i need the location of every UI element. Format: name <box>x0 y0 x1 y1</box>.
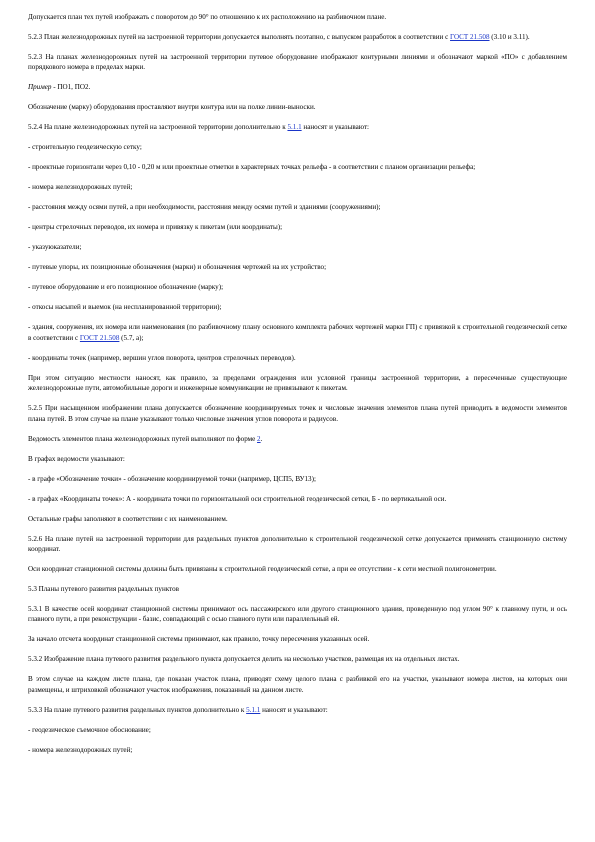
reference-link[interactable]: 5.1.1 <box>287 123 302 132</box>
reference-link[interactable]: ГОСТ 21.508 <box>79 333 120 342</box>
paragraph: За начало отсчета координат станционной системы принимают, как правило, точку пересечения указанных осей. <box>28 635 370 644</box>
paragraph <box>28 434 567 444</box>
reference-link[interactable]: 5.1.1 <box>246 705 261 714</box>
paragraph-text: 5.2.4 На плане железнодорожных путей на застроенной территории дополнительно к <box>28 123 288 132</box>
reference-link[interactable]: 2 <box>257 434 261 443</box>
paragraph-text: 5.3.3 На плане путевого развития раздельных пунктов дополнительно к <box>28 705 247 714</box>
paragraph-spacer <box>28 73 567 83</box>
paragraph-text: - здания, сооружения, их номера или наименования (по разбивочному плану основного комплекта рабочих чертежей марки ГП) с привязкой к строительной геодезической сетке в соответствии с <box>28 323 567 342</box>
paragraph-spacer <box>28 665 567 675</box>
paragraph-spacer <box>28 594 567 604</box>
paragraph: В графах ведомости указывают: <box>28 454 125 463</box>
paragraph-spacer <box>28 93 567 103</box>
paragraph: - путевое оборудование и его позиционное обозначение (марку); <box>28 283 224 292</box>
paragraph-spacer <box>28 343 567 353</box>
paragraph: - номера железнодорожных путей; <box>28 745 133 754</box>
paragraph: - в графах «Координаты точек»: А - координата точки по горизонтальной оси строительной геодезической сетки, Б - по вертикальной оси. <box>28 494 447 503</box>
paragraph: 5.3 Планы путевого развития раздельных пунктов <box>28 585 180 594</box>
paragraph <box>28 322 567 343</box>
paragraph <box>28 122 567 132</box>
paragraph: - строительную геодезическую сетку; <box>28 143 142 152</box>
paragraph: Обозначение (марку) оборудования проставляют внутри контура или на полке линии-выноски. <box>28 103 316 112</box>
paragraph-spacer <box>28 42 567 52</box>
paragraph-spacer <box>28 273 567 283</box>
paragraph-spacer <box>28 394 567 404</box>
paragraph: - расстояния между осями путей, а при необходимости, расстояния между осями путей и зданиями (сооружениями); <box>28 203 381 212</box>
paragraph-text: (5.7, а); <box>119 333 144 342</box>
paragraph-spacer <box>28 313 567 323</box>
paragraph-spacer <box>28 504 567 514</box>
reference-link[interactable]: ГОСТ 21.508 <box>450 33 490 41</box>
paragraph-text: Ведомость элементов плана железнодорожных путей выполняют по форме <box>28 434 258 443</box>
paragraph-spacer <box>28 173 567 183</box>
paragraph: 5.2.6 На плане путей на застроенной территории для раздельных пунктов дополнительно к строительной геодезической сетке допускается применять станционную систему координат. <box>28 534 567 554</box>
paragraph-spacer <box>28 233 567 243</box>
paragraph-spacer <box>28 444 567 454</box>
paragraph: В этом случае на каждом листе плана, где показан участок плана, приводят схему целого плана с разбивкой его на участки, указывают номера листов, на которых они размещены, и штриховкой обозначают участок изображения, показанный на данном листе. <box>28 675 567 694</box>
paragraph: 5.2.5 При насыщенном изображении плана допускается обозначение координируемых точек и числовые значения элементов плана путей приводить в ведомости элементов плана путей. В этом случае на плане указывают только числовые значения углов поворота и радиусов. <box>28 404 567 423</box>
paragraph: - путевые упоры, их позиционные обозначения (марки) и обозначения чертежей на их устройство; <box>28 263 327 272</box>
paragraph: - геодезическое съемочное обоснование; <box>28 725 151 734</box>
paragraph-spacer <box>28 113 567 123</box>
paragraph: - проектные горизонтали через 0,10 - 0,20 м или проектные отметки в характерных точках рельефа - в соответствии с планом организации рельефа; <box>28 163 476 172</box>
document-page <box>28 12 567 755</box>
paragraph-text: наносят и указывают: <box>260 705 328 714</box>
paragraph-spacer <box>28 193 567 203</box>
paragraph-text: 5.2.3 План железнодорожных путей на застроенной территории допускается выполнять поэтапно, с выпуском разработок в соответствии с <box>28 33 451 41</box>
paragraph-text: наносят и указывают: <box>301 123 370 132</box>
paragraph: - координаты точек (например, вершин углов поворота, центров стрелочных переводов). <box>28 353 296 362</box>
paragraph-spacer <box>28 424 567 434</box>
paragraph-spacer <box>28 464 567 474</box>
paragraph-text: . <box>260 434 263 443</box>
paragraph-spacer <box>28 293 567 303</box>
paragraph <box>28 32 567 42</box>
paragraph-spacer <box>28 645 567 655</box>
paragraph-spacer <box>28 153 567 163</box>
paragraph: При этом ситуацию местности наносят, как правило, за пределами ограждения или условной границы застроенной территории, а пересеченные существующие железнодорожные пути, автомобильные дороги и инженерные коммуникации не привязывают к пикетам. <box>28 373 567 393</box>
paragraph-spacer <box>28 253 567 263</box>
paragraph: 5.3.2 Изображение плана путевого развития раздельного пункта допускается делить на несколько участков, размещая их на отдельных листах. <box>28 655 460 664</box>
paragraph: Допускается план тех путей изображать с поворотом до 90° по отношению к их расположению на разбивочном плане. <box>28 13 387 21</box>
paragraph: - номера железнодорожных путей; <box>28 183 133 192</box>
paragraph-spacer <box>28 213 567 223</box>
paragraph-spacer <box>28 735 567 745</box>
paragraph-spacer <box>28 554 567 564</box>
paragraph-spacer <box>28 133 567 143</box>
paragraph: - в графе «Обозначение точки» - обозначение координируемой точки (например, ЦСП5, ВУ13); <box>28 474 316 483</box>
paragraph-spacer <box>28 574 567 584</box>
paragraph-spacer <box>28 484 567 494</box>
paragraph <box>28 705 567 715</box>
paragraph-spacer <box>28 715 567 725</box>
paragraph: - центры стрелочных переводов, их номера и привязку к пикетам (или координаты); <box>28 223 283 232</box>
paragraph: - откосы насыпей и выемок (на неспланированной территории); <box>28 303 222 312</box>
paragraph-text: - ПО1, ПО2. <box>51 83 91 92</box>
paragraph-spacer <box>28 695 567 705</box>
paragraph-spacer <box>28 22 567 32</box>
paragraph: Оси координат станционной системы должны быть привязаны к строительной геодезической сетке, а при ее отсутствии - к сети местной полигонометрии. <box>28 565 497 574</box>
paragraph-spacer <box>28 524 567 534</box>
paragraph <box>28 82 567 92</box>
paragraph: Остальные графы заполняют в соответствии с их наименованием. <box>28 514 228 523</box>
paragraph: 5.3.1 В качестве осей координат станционной системы принимают ось пассажирского или другого станционного здания, проведенную под углом 90° к главному пути, и ось главного пути, а при реконструкции - базис, совпадающий с осью главного пути или параллельный ей. <box>28 605 567 624</box>
paragraph-spacer <box>28 363 567 373</box>
paragraph-spacer <box>28 625 567 635</box>
paragraph: 5.2.3 На планах железнодорожных путей на застроенной территории путевое оборудование изображают контурными линиями и обозначают маркой «ПО» с добавлением порядкового номера в пределах марки. <box>28 53 567 72</box>
paragraph: - указуюказатели; <box>28 243 82 252</box>
example-label: Пример <box>28 83 52 92</box>
paragraph-text: (3.10 и 3.11). <box>489 33 530 41</box>
